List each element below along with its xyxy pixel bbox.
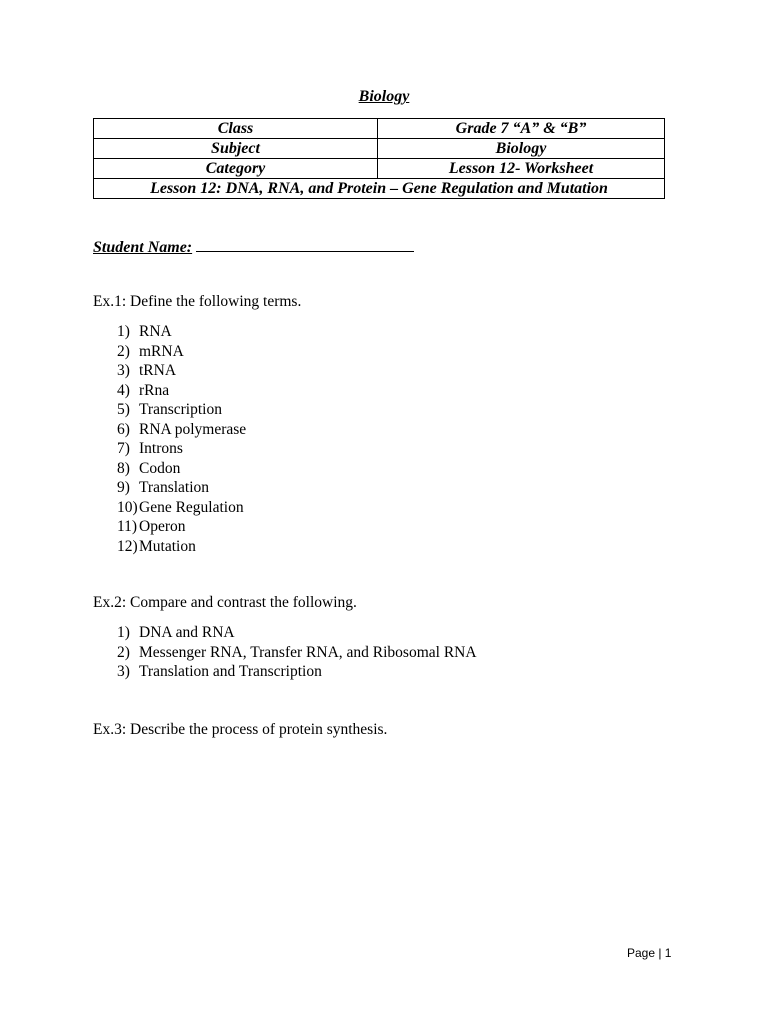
student-name-label: Student Name: bbox=[93, 239, 193, 256]
list-item bbox=[117, 623, 477, 643]
list-item bbox=[117, 400, 246, 420]
list-item bbox=[117, 322, 246, 342]
table-row bbox=[94, 159, 665, 179]
list-item bbox=[117, 662, 477, 682]
list-item-text: RNA bbox=[139, 323, 172, 340]
list-item-number: 9) bbox=[117, 479, 130, 496]
list-item-text: Translation bbox=[139, 479, 210, 496]
ex1-list bbox=[117, 322, 246, 556]
list-item-text: tRNA bbox=[139, 362, 177, 379]
list-item-text: Codon bbox=[139, 459, 181, 477]
page-number: Page | 1 bbox=[627, 946, 672, 960]
table-row bbox=[94, 139, 665, 159]
ex2-heading: Ex.2: Compare and contrast the following. bbox=[93, 594, 357, 611]
lesson-title: Lesson 12: DNA, RNA, and Protein – Gene Regulation and Mutation bbox=[94, 179, 665, 199]
list-item-number: 10) bbox=[117, 498, 138, 516]
list-item-number: 5) bbox=[117, 401, 130, 418]
list-item-number: 3) bbox=[117, 663, 130, 680]
list-item-text: RNA polymerase bbox=[139, 420, 247, 438]
subject-label: Subject bbox=[94, 139, 378, 159]
list-item-number: 6) bbox=[117, 420, 130, 438]
list-item-text: Gene Regulation bbox=[139, 498, 244, 516]
ex1-heading: Ex.1: Define the following terms. bbox=[93, 293, 302, 310]
list-item-number: 1) bbox=[117, 323, 130, 340]
list-item bbox=[117, 420, 246, 440]
list-item bbox=[117, 643, 477, 663]
list-item-text: Mutation bbox=[139, 537, 196, 555]
student-name-field bbox=[93, 237, 414, 257]
list-item bbox=[117, 537, 246, 557]
list-item-text: Introns bbox=[139, 440, 183, 457]
list-item bbox=[117, 439, 246, 459]
list-item-text: Transcription bbox=[139, 401, 222, 418]
list-item-text: mRNA bbox=[139, 342, 184, 360]
student-name-blank[interactable] bbox=[196, 237, 414, 252]
list-item bbox=[117, 478, 246, 498]
table-row bbox=[94, 119, 665, 139]
ex3-heading: Ex.3: Describe the process of protein synthesis. bbox=[93, 721, 388, 738]
subject-value: Biology bbox=[378, 139, 665, 159]
list-item-text: DNA and RNA bbox=[139, 624, 235, 641]
list-item bbox=[117, 361, 246, 381]
list-item-number: 12) bbox=[117, 537, 138, 555]
list-item bbox=[117, 381, 246, 401]
list-item-text: Translation and Transcription bbox=[139, 663, 322, 680]
list-item-text: rRna bbox=[139, 381, 170, 399]
document-title: Biology bbox=[358, 88, 410, 105]
list-item-number: 2) bbox=[117, 643, 130, 661]
list-item-number: 2) bbox=[117, 342, 130, 360]
ex2-list bbox=[117, 623, 477, 682]
list-item bbox=[117, 342, 246, 362]
category-label: Category bbox=[94, 159, 378, 179]
info-table bbox=[93, 118, 665, 199]
table-row bbox=[94, 179, 665, 199]
list-item-text: Operon bbox=[139, 518, 186, 535]
list-item-number: 8) bbox=[117, 459, 130, 477]
class-label: Class bbox=[94, 119, 378, 139]
list-item-number: 4) bbox=[117, 381, 130, 399]
list-item bbox=[117, 517, 246, 537]
list-item-number: 3) bbox=[117, 362, 130, 379]
class-value: Grade 7 “A” & “B” bbox=[378, 119, 665, 139]
list-item-number: 11) bbox=[117, 518, 138, 535]
list-item-text: Messenger RNA, Transfer RNA, and Ribosomal RNA bbox=[139, 643, 477, 661]
list-item-number: 7) bbox=[117, 440, 130, 457]
list-item bbox=[117, 498, 246, 518]
list-item bbox=[117, 459, 246, 479]
list-item-number: 1) bbox=[117, 624, 130, 641]
category-value: Lesson 12- Worksheet bbox=[378, 159, 665, 179]
